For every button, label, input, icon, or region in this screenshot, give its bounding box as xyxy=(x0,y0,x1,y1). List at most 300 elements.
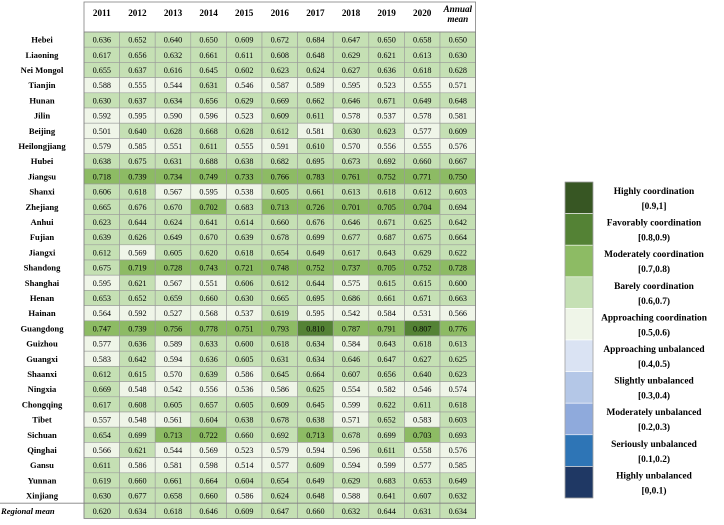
cell-value: 0.582 xyxy=(377,385,396,395)
cell-value: 0.612 xyxy=(92,248,112,258)
cell-value: 0.618 xyxy=(412,66,432,75)
row-label-ningxia: Ningxia xyxy=(27,384,57,395)
cell-value: 0.642 xyxy=(128,354,147,364)
legend-label-2: Moderately coordination xyxy=(604,250,704,261)
cell-value: 0.646 xyxy=(341,354,361,364)
cell-value: 0.639 xyxy=(234,233,254,243)
cell-value: 0.570 xyxy=(341,142,361,151)
row-label-guizhou: Guizhou xyxy=(26,338,58,349)
row-label-xinjiang: Xinjiang xyxy=(26,490,58,501)
cell-value: 0.756 xyxy=(163,324,183,334)
cell-value: 0.595 xyxy=(199,187,218,197)
row-label-jiangxi: Jiangxi xyxy=(28,247,56,258)
cell-value: 0.695 xyxy=(306,294,325,303)
cell-value: 0.661 xyxy=(199,50,218,60)
cell-value: 0.660 xyxy=(199,491,218,501)
cell-value: 0.628 xyxy=(163,126,183,136)
cell-value: 0.584 xyxy=(377,309,396,319)
cell-value: 0.653 xyxy=(412,476,432,486)
cell-value: 0.636 xyxy=(377,66,396,75)
cell-value: 0.676 xyxy=(306,218,325,227)
cell-value: 0.728 xyxy=(448,263,468,273)
cell-value: 0.761 xyxy=(341,172,361,182)
cell-value: 0.542 xyxy=(163,385,183,395)
cell-value: 0.671 xyxy=(377,218,396,227)
cell-value: 0.556 xyxy=(199,385,218,395)
cell-value: 0.567 xyxy=(163,187,183,197)
cell-value: 0.523 xyxy=(234,446,254,455)
row-label-shaanxi: Shaanxi xyxy=(27,369,57,379)
cell-value: 0.655 xyxy=(92,66,112,75)
cell-value: 0.660 xyxy=(306,506,325,516)
cell-value: 0.650 xyxy=(199,35,218,45)
column-header-2016: 2016 xyxy=(270,8,289,18)
cell-value: 0.581 xyxy=(306,126,325,136)
cell-value: 0.662 xyxy=(306,96,325,106)
cell-value: 0.659 xyxy=(163,294,183,303)
cell-value: 0.645 xyxy=(306,400,325,410)
cell-value: 0.587 xyxy=(270,81,290,91)
cell-value: 0.639 xyxy=(199,370,218,379)
legend-label-9: Highly unbalanced xyxy=(616,471,692,482)
cell-value: 0.577 xyxy=(412,126,432,136)
legend-range-2: [0.7,0.8) xyxy=(637,265,671,276)
row-label-fujian: Fujian xyxy=(29,232,55,243)
cell-value: 0.617 xyxy=(341,248,361,258)
cell-value: 0.675 xyxy=(412,233,432,243)
cell-value: 0.739 xyxy=(128,172,147,182)
cell-value: 0.609 xyxy=(270,400,290,410)
cell-value: 0.634 xyxy=(306,339,325,349)
cell-value: 0.646 xyxy=(341,218,361,227)
cell-value: 0.624 xyxy=(306,66,325,75)
cell-value: 0.648 xyxy=(306,491,325,501)
cell-value: 0.660 xyxy=(412,157,432,167)
legend-swatch-0 xyxy=(565,182,593,214)
cell-value: 0.605 xyxy=(234,400,254,410)
column-header-2017: 2017 xyxy=(306,8,325,18)
cell-value: 0.637 xyxy=(128,66,147,75)
cell-value: 0.606 xyxy=(234,278,254,288)
legend-label-7: Moderately unbalanced xyxy=(606,408,702,419)
cell-value: 0.617 xyxy=(92,50,112,60)
cell-value: 0.623 xyxy=(377,126,396,136)
cell-value: 0.675 xyxy=(92,263,112,273)
cell-value: 0.722 xyxy=(199,430,218,440)
cell-value: 0.778 xyxy=(199,324,218,334)
cell-value: 0.600 xyxy=(234,339,254,349)
cell-value: 0.670 xyxy=(163,202,183,212)
cell-value: 0.719 xyxy=(128,263,147,273)
legend-swatch-7 xyxy=(565,403,593,435)
legend-range-6: [0.3,0.4) xyxy=(637,391,671,402)
cell-value: 0.615 xyxy=(412,278,432,288)
cell-value: 0.652 xyxy=(377,415,396,425)
cell-value: 0.609 xyxy=(306,461,325,471)
cell-value: 0.629 xyxy=(341,476,361,486)
cell-value: 0.704 xyxy=(412,202,432,212)
row-label-jilin: Jilin xyxy=(33,110,51,121)
row-label-liaoning: Liaoning xyxy=(25,49,59,60)
cell-value: 0.591 xyxy=(270,142,290,151)
cell-value: 0.644 xyxy=(128,218,147,227)
column-header-2018: 2018 xyxy=(341,8,361,18)
cell-value: 0.634 xyxy=(306,354,325,364)
cell-value: 0.622 xyxy=(377,400,396,410)
row-label-zhejiang: Zhejiang xyxy=(25,201,59,212)
cell-value: 0.643 xyxy=(377,248,396,258)
cell-value: 0.660 xyxy=(234,430,254,440)
cell-value: 0.734 xyxy=(163,172,183,182)
cell-value: 0.678 xyxy=(341,430,361,440)
cell-value: 0.656 xyxy=(128,50,147,60)
legend-swatch-9 xyxy=(565,466,593,498)
cell-value: 0.627 xyxy=(412,354,432,364)
cell-value: 0.618 xyxy=(128,187,147,197)
cell-value: 0.787 xyxy=(341,324,361,334)
cell-value: 0.595 xyxy=(306,309,325,319)
cell-value: 0.645 xyxy=(199,66,218,75)
legend-range-7: [0.2,0.3) xyxy=(637,423,671,434)
cell-value: 0.595 xyxy=(128,111,147,121)
cell-value: 0.586 xyxy=(234,491,254,501)
cell-value: 0.577 xyxy=(92,339,112,349)
row-label-yunnan: Yunnan xyxy=(27,475,57,486)
cell-value: 0.568 xyxy=(199,309,218,319)
legend-swatch-8 xyxy=(565,435,593,467)
cell-value: 0.605 xyxy=(163,248,183,258)
cell-value: 0.620 xyxy=(92,506,112,516)
cell-value: 0.555 xyxy=(412,142,432,151)
row-label-shandong: Shandong xyxy=(23,262,61,273)
row-label-hebei: Hebei xyxy=(31,34,53,45)
cell-value: 0.596 xyxy=(341,446,361,455)
cell-value: 0.640 xyxy=(128,126,147,136)
legend-swatch-2 xyxy=(565,245,593,277)
cell-value: 0.600 xyxy=(448,278,468,288)
cell-value: 0.656 xyxy=(199,96,218,106)
cell-value: 0.618 xyxy=(163,506,183,516)
cell-value: 0.523 xyxy=(234,111,254,121)
cell-value: 0.608 xyxy=(128,400,147,410)
cell-value: 0.590 xyxy=(163,111,183,121)
cell-value: 0.654 xyxy=(270,476,290,486)
cell-value: 0.585 xyxy=(448,461,468,471)
cell-value: 0.604 xyxy=(199,415,218,425)
cell-value: 0.611 xyxy=(235,50,254,60)
cell-value: 0.605 xyxy=(163,400,183,410)
cell-value: 0.630 xyxy=(92,96,112,106)
column-header-2012: 2012 xyxy=(128,8,147,18)
cell-value: 0.628 xyxy=(234,126,254,136)
cell-value: 0.501 xyxy=(92,126,112,136)
cell-value: 0.652 xyxy=(128,35,147,45)
cell-value: 0.584 xyxy=(341,339,361,349)
cell-value: 0.569 xyxy=(199,446,218,455)
cell-value: 0.703 xyxy=(412,430,432,440)
cell-value: 0.654 xyxy=(92,430,112,440)
cell-value: 0.771 xyxy=(412,172,432,182)
row-label-hubei: Hubei xyxy=(30,156,54,167)
cell-value: 0.683 xyxy=(377,476,396,486)
cell-value: 0.523 xyxy=(377,81,396,91)
cell-value: 0.564 xyxy=(92,309,112,319)
cell-value: 0.615 xyxy=(128,370,147,379)
cell-value: 0.546 xyxy=(234,81,254,91)
cell-value: 0.634 xyxy=(448,506,468,516)
cell-value: 0.625 xyxy=(412,218,432,227)
cell-value: 0.743 xyxy=(199,263,218,273)
cell-value: 0.630 xyxy=(448,50,468,60)
cell-value: 0.695 xyxy=(306,157,325,167)
cell-value: 0.670 xyxy=(199,233,218,243)
cell-value: 0.649 xyxy=(448,476,468,486)
cell-value: 0.548 xyxy=(128,415,147,425)
cell-value: 0.672 xyxy=(270,35,290,45)
cell-value: 0.583 xyxy=(92,354,112,364)
cell-value: 0.581 xyxy=(163,461,183,471)
cell-value: 0.621 xyxy=(128,446,147,455)
cell-value: 0.752 xyxy=(412,263,432,273)
cell-value: 0.607 xyxy=(412,491,432,501)
legend-range-3: [0.6,0.7) xyxy=(637,296,671,307)
cell-value: 0.577 xyxy=(412,461,432,471)
cell-value: 0.589 xyxy=(163,339,183,349)
cell-value: 0.555 xyxy=(128,81,147,91)
cell-value: 0.791 xyxy=(377,324,396,334)
row-label-shanxi: Shanxi xyxy=(29,186,55,197)
column-header-annual-mean: Annual mean xyxy=(443,4,473,24)
row-label-anhui: Anhui xyxy=(30,217,54,227)
cell-value: 0.574 xyxy=(448,385,468,395)
cell-value: 0.667 xyxy=(448,157,468,167)
column-header-2014: 2014 xyxy=(199,8,218,18)
cell-value: 0.594 xyxy=(306,446,325,455)
cell-value: 0.728 xyxy=(163,263,183,273)
cell-value: 0.648 xyxy=(306,50,325,60)
cell-value: 0.618 xyxy=(448,400,468,410)
cell-value: 0.638 xyxy=(306,415,325,425)
cell-value: 0.629 xyxy=(234,96,254,106)
cell-value: 0.687 xyxy=(377,233,396,243)
cell-value: 0.578 xyxy=(341,111,361,121)
cell-value: 0.643 xyxy=(377,339,396,349)
cell-value: 0.544 xyxy=(163,81,183,91)
cell-value: 0.571 xyxy=(341,415,361,425)
cell-value: 0.599 xyxy=(341,400,361,410)
cell-value: 0.631 xyxy=(270,354,290,364)
cell-value: 0.566 xyxy=(92,446,112,455)
cell-value: 0.596 xyxy=(199,111,218,121)
cell-value: 0.536 xyxy=(234,385,254,395)
cell-value: 0.611 xyxy=(92,461,111,471)
cell-value: 0.726 xyxy=(306,202,325,212)
cell-value: 0.677 xyxy=(341,233,361,243)
cell-value: 0.683 xyxy=(234,202,254,212)
cell-value: 0.555 xyxy=(234,142,254,151)
legend-swatch-6 xyxy=(565,372,593,404)
cell-value: 0.618 xyxy=(412,339,432,349)
cell-value: 0.558 xyxy=(412,446,432,455)
cell-value: 0.661 xyxy=(163,476,183,486)
column-header-2019: 2019 xyxy=(377,8,396,18)
row-label-hunan: Hunan xyxy=(29,95,55,106)
cell-value: 0.641 xyxy=(377,491,396,501)
cell-value: 0.641 xyxy=(199,218,218,227)
cell-value: 0.650 xyxy=(448,35,468,45)
cell-value: 0.617 xyxy=(92,400,112,410)
cell-value: 0.692 xyxy=(377,157,396,167)
cell-value: 0.604 xyxy=(234,476,254,486)
row-label-beijing: Beijing xyxy=(28,125,56,136)
cell-value: 0.750 xyxy=(448,172,468,182)
cell-value: 0.684 xyxy=(306,35,325,45)
cell-value: 0.634 xyxy=(163,96,183,106)
cell-value: 0.586 xyxy=(128,461,147,471)
cell-value: 0.586 xyxy=(234,370,254,379)
cell-value: 0.613 xyxy=(448,339,468,349)
cell-value: 0.647 xyxy=(341,35,361,45)
row-label-nei-mongol: Nei Mongol xyxy=(20,65,64,75)
cell-value: 0.669 xyxy=(270,96,290,106)
legend-label-0: Highly coordination xyxy=(613,187,695,197)
cell-value: 0.612 xyxy=(270,126,290,136)
column-header-2015: 2015 xyxy=(235,8,254,18)
cell-value: 0.660 xyxy=(199,294,218,303)
legend-range-8: [0.1,0.2) xyxy=(637,454,671,465)
cell-value: 0.632 xyxy=(163,50,183,60)
cell-value: 0.632 xyxy=(341,506,361,516)
cell-value: 0.638 xyxy=(234,415,254,425)
cell-value: 0.632 xyxy=(448,491,468,501)
cell-value: 0.627 xyxy=(341,66,361,75)
cell-value: 0.718 xyxy=(92,172,112,182)
cell-value: 0.605 xyxy=(270,187,290,197)
cell-value: 0.581 xyxy=(448,111,468,121)
cell-value: 0.665 xyxy=(270,294,290,303)
cell-value: 0.646 xyxy=(199,506,218,516)
cell-value: 0.583 xyxy=(412,415,432,425)
cell-value: 0.589 xyxy=(306,81,325,91)
legend-swatch-5 xyxy=(565,340,593,372)
cell-value: 0.649 xyxy=(306,248,325,258)
cell-value: 0.739 xyxy=(128,324,147,334)
cell-value: 0.527 xyxy=(163,309,183,319)
cell-value: 0.633 xyxy=(199,339,218,349)
cell-value: 0.613 xyxy=(341,187,361,197)
cell-value: 0.650 xyxy=(377,35,396,45)
cell-value: 0.594 xyxy=(163,354,183,364)
cell-value: 0.592 xyxy=(92,111,112,121)
cell-value: 0.586 xyxy=(270,385,290,395)
legend-label-5: Approaching unbalanced xyxy=(603,345,705,355)
cell-value: 0.556 xyxy=(377,142,396,151)
cell-value: 0.611 xyxy=(377,446,396,455)
row-label-sichuan: Sichuan xyxy=(27,429,57,440)
cell-value: 0.669 xyxy=(92,385,112,395)
cell-value: 0.647 xyxy=(270,506,290,516)
cell-value: 0.639 xyxy=(92,233,112,243)
cell-value: 0.609 xyxy=(270,111,290,121)
cell-value: 0.699 xyxy=(377,430,396,440)
cell-value: 0.713 xyxy=(306,430,325,440)
cell-value: 0.595 xyxy=(341,81,361,91)
cell-value: 0.623 xyxy=(92,218,112,227)
cell-value: 0.625 xyxy=(448,354,468,364)
cell-value: 0.557 xyxy=(92,415,112,425)
cell-value: 0.551 xyxy=(163,142,183,151)
cell-value: 0.537 xyxy=(377,111,396,121)
cell-value: 0.611 xyxy=(306,111,325,121)
cell-value: 0.644 xyxy=(377,506,396,516)
cell-value: 0.612 xyxy=(412,187,432,197)
cell-value: 0.664 xyxy=(306,370,325,379)
column-header-2011: 2011 xyxy=(92,8,111,18)
cell-value: 0.783 xyxy=(306,172,325,182)
cell-value: 0.588 xyxy=(341,491,361,501)
cell-value: 0.713 xyxy=(163,430,183,440)
cell-value: 0.748 xyxy=(270,263,290,273)
row-label-jiangsu: Jiangsu xyxy=(27,171,57,182)
cell-value: 0.542 xyxy=(341,309,361,319)
cell-value: 0.642 xyxy=(448,218,468,227)
cell-value: 0.605 xyxy=(234,354,254,364)
cell-value: 0.693 xyxy=(448,430,468,440)
cell-value: 0.654 xyxy=(270,248,290,258)
cell-value: 0.638 xyxy=(234,157,254,167)
cell-value: 0.747 xyxy=(92,324,112,334)
cell-value: 0.531 xyxy=(412,309,432,319)
cell-value: 0.613 xyxy=(412,50,432,60)
cell-value: 0.660 xyxy=(128,476,147,486)
cell-value: 0.660 xyxy=(270,218,290,227)
cell-value: 0.733 xyxy=(234,172,254,182)
cell-value: 0.538 xyxy=(234,187,254,197)
cell-value: 0.603 xyxy=(448,415,468,425)
cell-value: 0.646 xyxy=(341,96,361,106)
cell-value: 0.571 xyxy=(448,81,468,91)
cell-value: 0.588 xyxy=(92,81,112,91)
cell-value: 0.702 xyxy=(199,202,218,212)
cell-value: 0.636 xyxy=(92,35,112,45)
cell-value: 0.664 xyxy=(448,233,468,243)
cell-value: 0.705 xyxy=(377,263,396,273)
cell-value: 0.621 xyxy=(128,278,147,288)
cell-value: 0.567 xyxy=(163,278,183,288)
cell-value: 0.594 xyxy=(341,461,361,471)
cell-value: 0.621 xyxy=(377,50,396,60)
row-label-shanghai: Shanghai xyxy=(24,277,60,288)
cell-value: 0.661 xyxy=(377,294,396,303)
cell-value: 0.625 xyxy=(306,385,325,395)
cell-value: 0.665 xyxy=(92,202,112,212)
cell-value: 0.751 xyxy=(234,324,254,334)
cell-value: 0.615 xyxy=(377,278,396,288)
cell-value: 0.752 xyxy=(306,263,325,273)
cell-value: 0.624 xyxy=(163,218,183,227)
cell-value: 0.671 xyxy=(412,294,432,303)
cell-value: 0.595 xyxy=(92,278,112,288)
row-label-gansu: Gansu xyxy=(30,460,54,471)
row-label-heilongjiang: Heilongjiang xyxy=(18,141,66,151)
cell-value: 0.675 xyxy=(128,157,147,167)
cell-value: 0.576 xyxy=(448,446,468,455)
cell-value: 0.631 xyxy=(163,157,183,167)
cell-value: 0.657 xyxy=(199,400,218,410)
cell-value: 0.609 xyxy=(234,506,254,516)
cell-value: 0.555 xyxy=(412,81,432,91)
cell-value: 0.612 xyxy=(92,370,112,379)
